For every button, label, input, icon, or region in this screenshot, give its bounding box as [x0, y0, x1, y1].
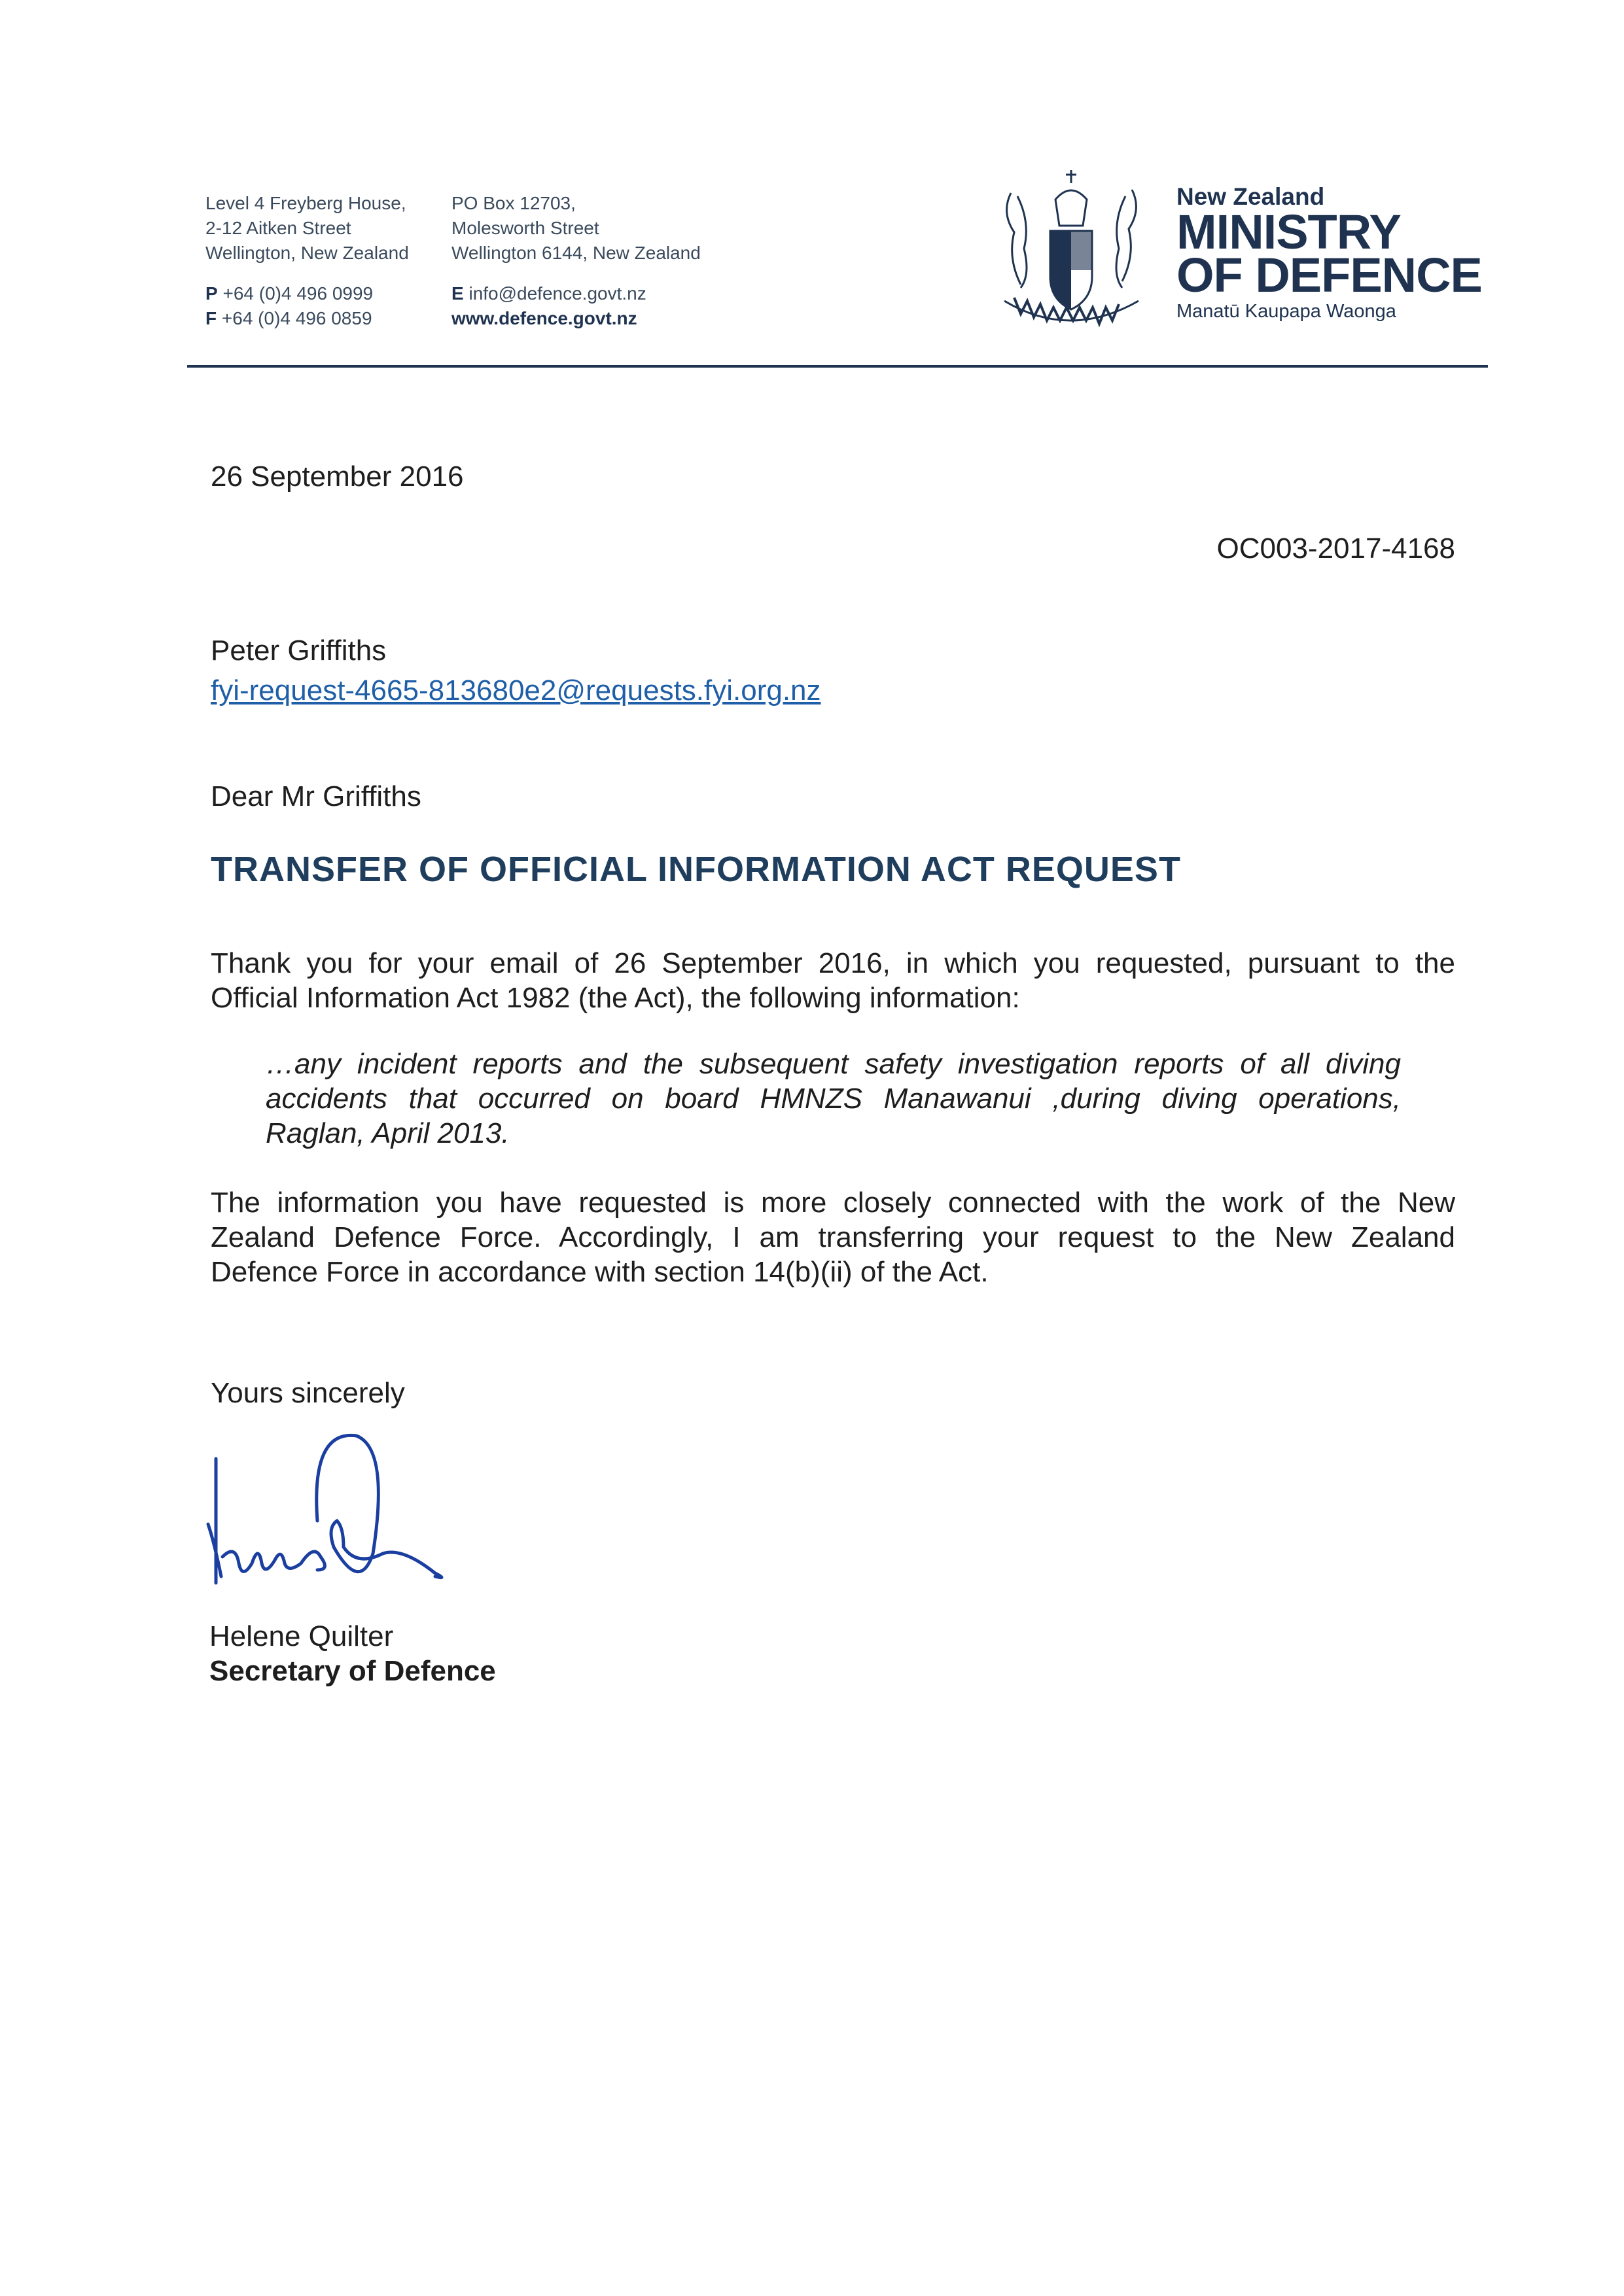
header-divider: [187, 365, 1488, 368]
website-line: [451, 306, 701, 331]
text-line: Zealand Defence Force. Accordingly, I am transferring your request to the New Zealand: [211, 1221, 1455, 1253]
phone-number: +64 (0)4 496 0999: [222, 283, 374, 304]
website-link[interactable]: www.defence.govt.nz: [451, 308, 637, 328]
email-line: [451, 281, 701, 306]
phone-label: P: [205, 283, 218, 304]
address-line: Level 4 Freyberg House,: [205, 193, 406, 213]
phone-line: [205, 281, 409, 306]
salutation: Dear Mr Griffiths: [211, 780, 421, 812]
recipient-email-link[interactable]: fyi-request-4665-813680e2@requests.fyi.org.nz: [211, 674, 821, 706]
signature: [203, 1426, 497, 1622]
fax-line: [205, 306, 409, 331]
paragraph-1: [211, 946, 1455, 1015]
text-line: Defence Force in accordance with section 14(b)(ii) of the Act.: [211, 1256, 989, 1288]
logo-line-2: MINISTRY: [1176, 205, 1401, 259]
logo-line-3: OF DEFENCE: [1176, 248, 1482, 302]
recipient-name: Peter Griffiths: [211, 635, 387, 667]
email-link[interactable]: info@defence.govt.nz: [468, 283, 646, 304]
address-line: Molesworth Street: [451, 218, 599, 238]
ministry-logo: [1176, 183, 1482, 326]
logo-line-1: New Zealand: [1176, 183, 1325, 210]
letter-heading: TRANSFER OF OFFICIAL INFORMATION ACT REQUEST: [211, 850, 1181, 889]
coat-of-arms-icon: [985, 167, 1158, 330]
text-line: Thank you for your email of 26 September 2016, in which you requested, pursuant to the: [211, 947, 1455, 979]
fax-number: +64 (0)4 496 0859: [221, 308, 372, 328]
text-line: …any incident reports and the subsequent safety investigation reports of all diving: [266, 1048, 1401, 1080]
letter-date: 26 September 2016: [211, 461, 464, 493]
closing: Yours sincerely: [211, 1377, 405, 1409]
address-column-1: [205, 191, 409, 331]
quoted-request: [266, 1047, 1401, 1151]
fax-label: F: [205, 308, 217, 328]
signer-title: Secretary of Defence: [209, 1655, 496, 1687]
address-line: Wellington, New Zealand: [205, 243, 409, 263]
address-line: PO Box 12703,: [451, 193, 576, 213]
text-line: Raglan, April 2013.: [266, 1117, 510, 1149]
paragraph-2: [211, 1185, 1455, 1289]
address-column-2: [451, 191, 701, 331]
address-line: Wellington 6144, New Zealand: [451, 243, 701, 263]
text-line: The information you have requested is more closely connected with the work of the New: [211, 1187, 1455, 1219]
address-line: 2-12 Aitken Street: [205, 218, 351, 238]
text-line: Official Information Act 1982 (the Act), the following information:: [211, 982, 1020, 1014]
email-label: E: [451, 283, 464, 304]
logo-line-4: Manatū Kaupapa Waonga: [1176, 301, 1396, 322]
reference-number: OC003-2017-4168: [1216, 532, 1455, 565]
signer-name: Helene Quilter: [209, 1620, 394, 1652]
text-line: accidents that occurred on board HMNZS Manawanui ,during diving operations,: [266, 1083, 1401, 1115]
